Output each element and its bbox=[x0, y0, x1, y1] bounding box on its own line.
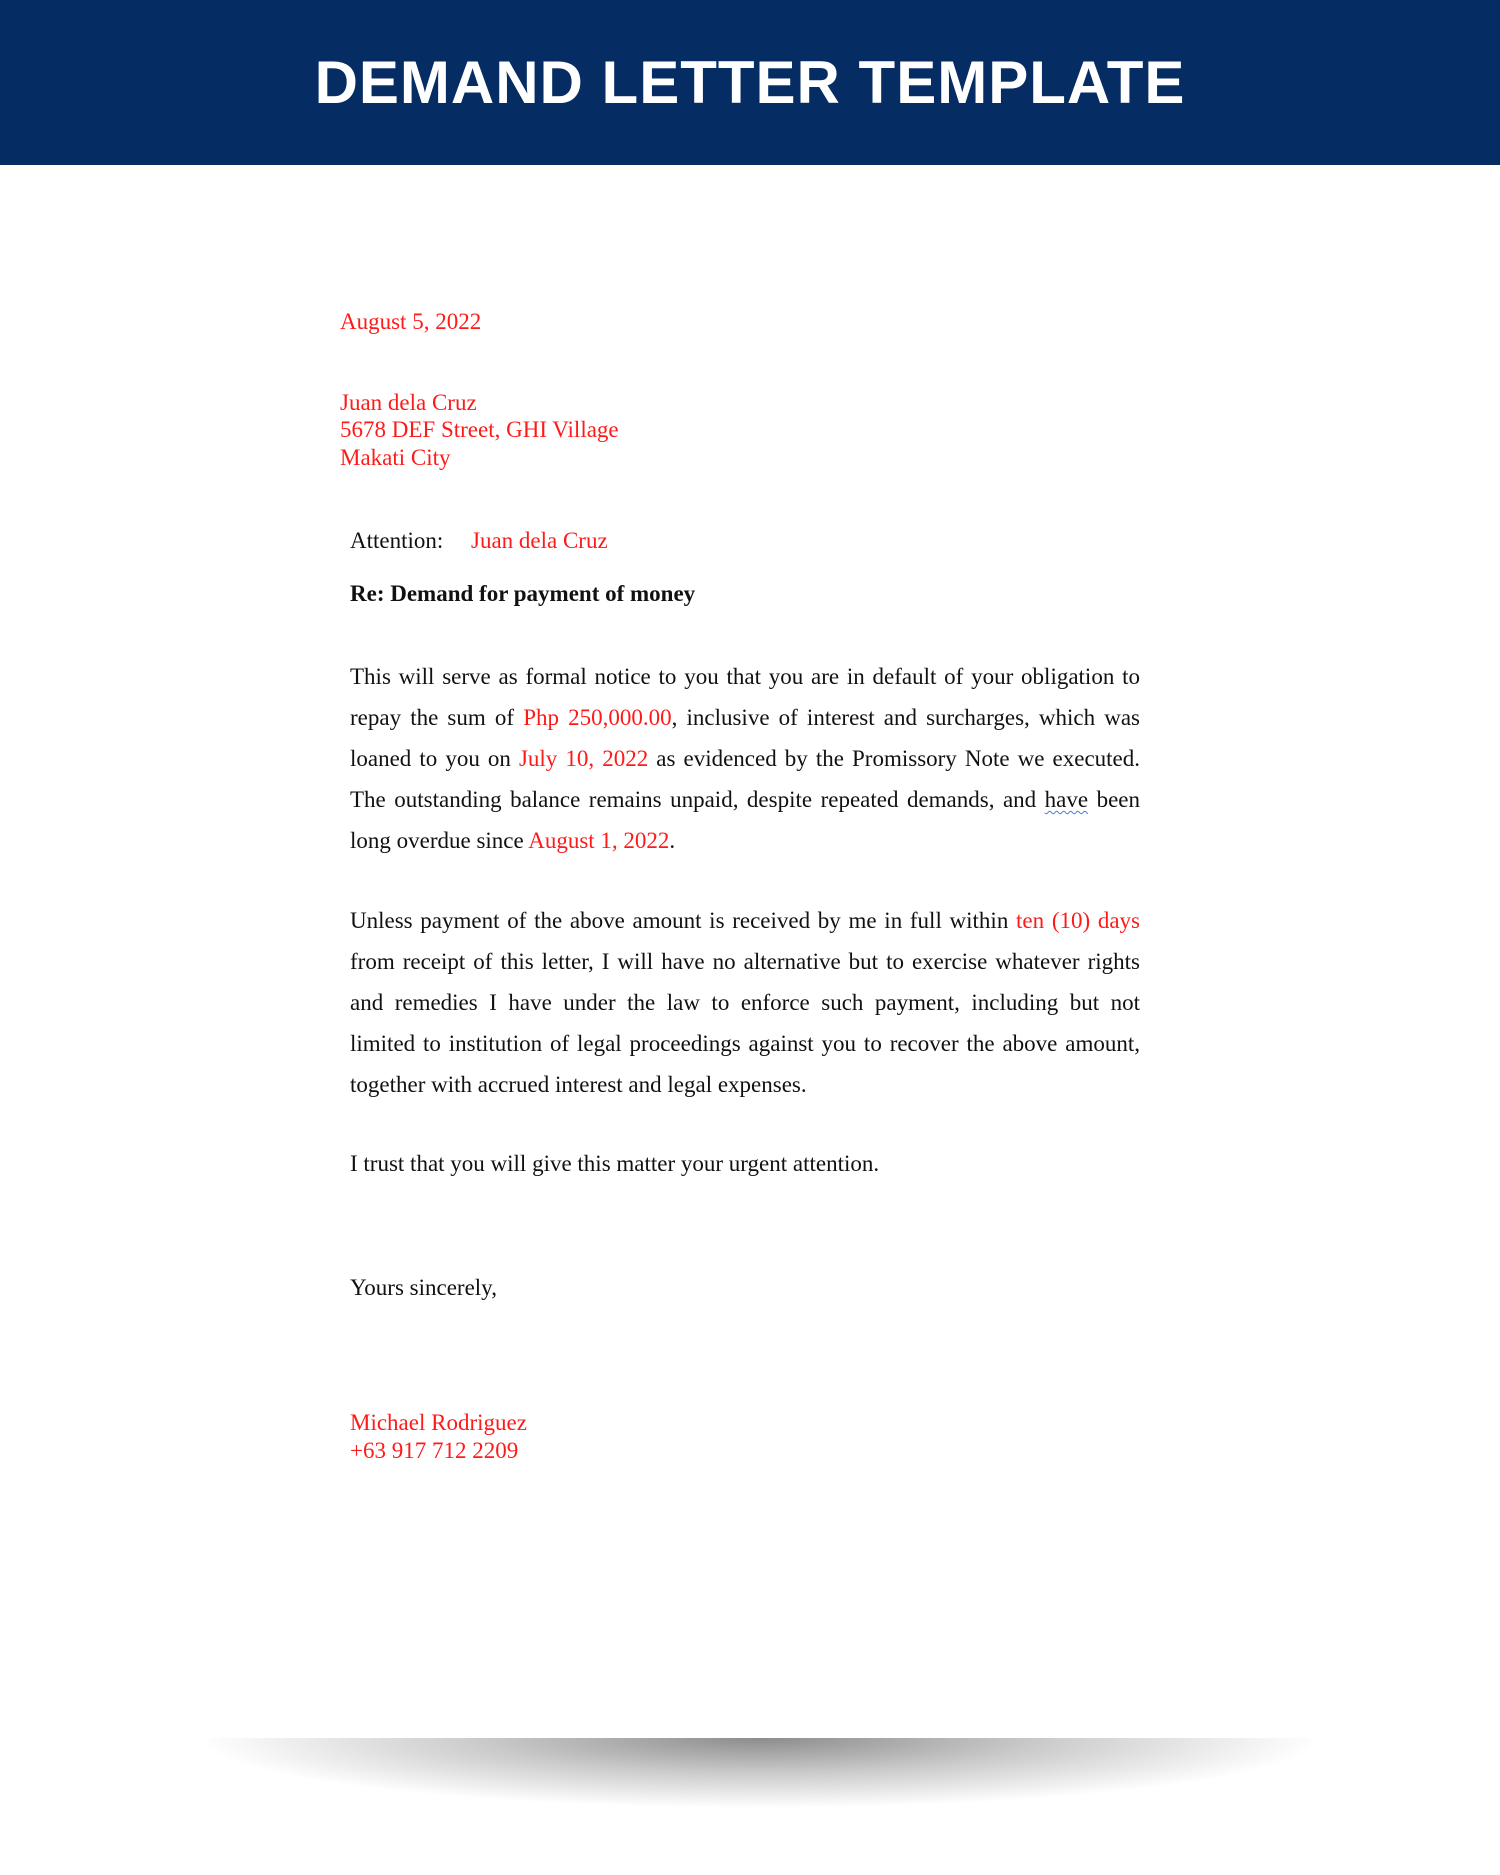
text-segment: Unless payment of the above amount is received by me in full within bbox=[350, 908, 1017, 933]
attention-label: Attention: bbox=[350, 528, 444, 553]
text-segment: The outstanding balance remains unpaid, despite repeated demands, and bbox=[350, 787, 1045, 812]
paragraph-notice bbox=[350, 656, 1140, 861]
spellcheck-word: have bbox=[1044, 787, 1089, 812]
text-segment: together with accrued interest and legal expenses. bbox=[350, 1072, 807, 1097]
text-segment: . bbox=[669, 828, 676, 853]
text-segment: been bbox=[1088, 787, 1141, 812]
paragraph-line bbox=[350, 941, 1140, 982]
paragraph-line bbox=[350, 982, 1140, 1023]
highlighted-field: July 10, 2022 bbox=[518, 746, 649, 771]
paragraph-line bbox=[350, 738, 1140, 779]
text-segment: and remedies I have under the law to enforce such payment, including but not bbox=[350, 990, 1140, 1015]
paragraph-line bbox=[350, 697, 1140, 738]
highlighted-field: Php 250,000.00 bbox=[523, 705, 672, 730]
text-segment: loaned to you on bbox=[350, 746, 519, 771]
text-segment: repay the sum of bbox=[350, 705, 524, 730]
paragraph-line bbox=[350, 1023, 1140, 1064]
letter-date: August 5, 2022 bbox=[340, 309, 482, 334]
text-segment: long overdue since bbox=[350, 828, 529, 853]
page-title: DEMAND LETTER TEMPLATE bbox=[314, 49, 1186, 116]
paragraph-line bbox=[350, 656, 1140, 697]
text-segment: from receipt of this letter, I will have no alternative but to exercise whatever rights bbox=[350, 949, 1140, 974]
page-shadow bbox=[200, 1738, 1320, 1808]
valediction: Yours sincerely, bbox=[350, 1275, 497, 1300]
highlighted-field: ten (10) days bbox=[1016, 908, 1141, 933]
sender-phone: +63 917 712 2209 bbox=[350, 1438, 519, 1463]
header-banner bbox=[0, 0, 1500, 165]
letter-subject: Re: Demand for payment of money bbox=[350, 581, 696, 606]
highlighted-field: August 1, 2022 bbox=[528, 828, 670, 853]
text-segment: as evidenced by the Promissory Note we executed. bbox=[648, 746, 1141, 771]
paragraph-line bbox=[350, 779, 1140, 820]
recipient-name: Juan dela Cruz bbox=[340, 390, 477, 415]
recipient-address-line1: 5678 DEF Street, GHI Village bbox=[340, 417, 619, 442]
attention-value: Juan dela Cruz bbox=[471, 528, 608, 553]
recipient-address-line2: Makati City bbox=[340, 445, 451, 470]
paragraph-line bbox=[350, 1064, 1140, 1105]
paragraph-demand bbox=[350, 900, 1140, 1105]
paragraph-line bbox=[350, 820, 1140, 861]
text-segment: limited to institution of legal proceedings against you to recover the above amount, bbox=[350, 1031, 1140, 1056]
closing-sentence: I trust that you will give this matter your urgent attention. bbox=[350, 1151, 880, 1176]
text-segment: , inclusive of interest and surcharges, which was bbox=[671, 705, 1140, 730]
text-segment: This will serve as formal notice to you that you are in default of your obligation to bbox=[350, 664, 1140, 689]
paragraph-line bbox=[350, 900, 1140, 941]
sender-name: Michael Rodriguez bbox=[350, 1410, 527, 1435]
